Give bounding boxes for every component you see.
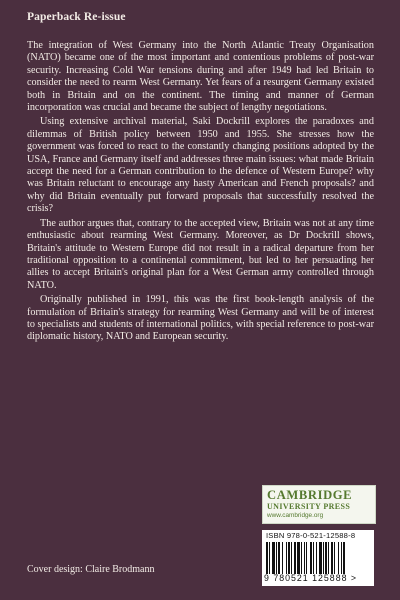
publisher-name: CAMBRIDGE	[267, 488, 353, 502]
publisher-url: www.cambridge.org	[267, 512, 324, 519]
barcode-icon	[266, 542, 370, 574]
blurb-paragraph-4: Originally published in 1991, this was the first book-length analysis of the formulation of Britain's strategy for rearming West Germany and will be of interest to specialists and students of international politics, with special reference to post-war diplomatic history, NATO and European security.	[27, 294, 374, 343]
cover-design-credit: Cover design: Claire Brodmann	[27, 564, 155, 575]
blurb-paragraph-2: Using extensive archival material, Saki Dockrill explores the paradoxes and dilemmas of British policy between 1950 and 1955. She stresses how the government was forced to react to the constantly changing positions adopted by the USA, France and Germany itself and addresses three main issues: what made Britain accept the need for a German contribution to the defence of Western Europe? why was Britain reluctant to encourage any hasty American and French proposals? and why did Britain eventually put forward proposals that successfully resolved the crisis?	[27, 116, 374, 215]
reissue-heading: Paperback Re-issue	[27, 11, 126, 23]
barcode-digits: 9 780521 125888 >	[264, 573, 358, 583]
publisher-logo	[262, 485, 376, 524]
blurb-paragraph-3: The author argues that, contrary to the accepted view, Britain was not at any time enthusiastic about rearming West Germany. Moreover, as Dr Dockrill shows, Britain's attitude to Western Europe did not result in a radical departure from her traditional opposition to a continental commitment, but led to her persuading her allies to accept Britain's original plan for a West German army controlled through NATO.	[27, 217, 374, 291]
publisher-press: UNIVERSITY PRESS	[267, 502, 351, 511]
blurb-text	[27, 40, 374, 344]
isbn-label: ISBN 978-0-521-12588-8	[266, 531, 356, 540]
blurb-paragraph-1: The integration of West Germany into the North Atlantic Treaty Organisation (NATO) became one of the most important and contentious problems of post-war security. Increasing Cold War tensions during and after 1949 had led Britain to consider the need to rearm West Germany. Yet fears of a resurgent Germany existed both in Britain and on the continent. The timing and manner of German incorporation was crucial and became the subject of lengthy negotiations.	[27, 40, 374, 114]
barcode-panel	[262, 530, 374, 586]
